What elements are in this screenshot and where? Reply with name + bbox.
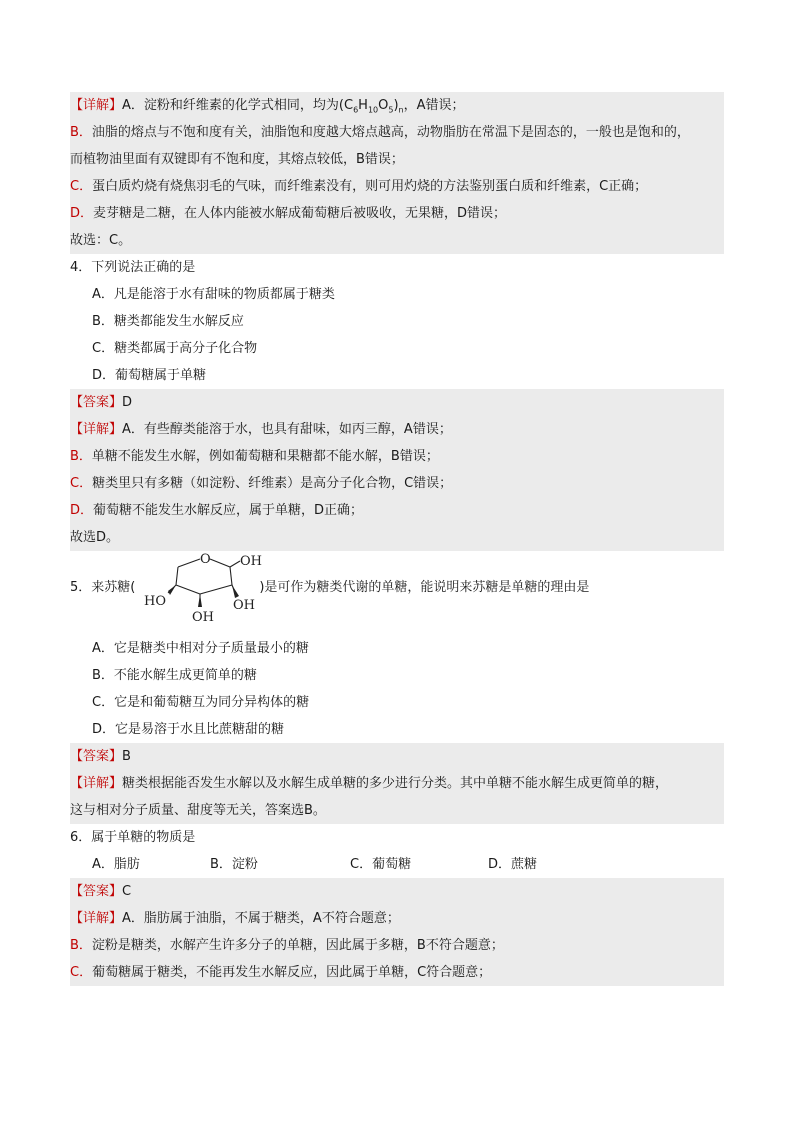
- q6-answer: 【答案】C: [70, 884, 132, 899]
- q6-detail-c: C．葡萄糖属于糖类，不能再发生水解反应，因此属于单糖，C符合题意；: [70, 965, 492, 980]
- q6-detail-a: 【详解】A．脂肪属于油脂，不属于糖类，A不符合题意；: [70, 911, 400, 926]
- q4-answer: 【答案】D: [70, 395, 133, 410]
- lyxose-structure: [142, 549, 272, 637]
- oh-bottom-label: OH: [192, 610, 214, 625]
- q5-option-b: B．不能水解生成更简单的糖: [92, 668, 257, 683]
- q3-detail-d: D．麦芽糖是二糖，在人体内能被水解成葡萄糖后被吸收，无果糖，D错误；: [70, 206, 507, 221]
- oh-top-label: OH: [240, 554, 262, 569]
- q6-option-c: C．葡萄糖: [350, 857, 412, 872]
- q4-detail-c: C．糖类里只有多糖（如淀粉、纤维素）是高分子化合物，C错误；: [70, 476, 453, 491]
- q4-detail-d: D．葡萄糖不能发生水解反应，属于单糖，D正确；: [70, 503, 364, 518]
- q4-detail-a: 【详解】A．有些醇类能溶于水，也具有甜味，如丙三醇，A错误；: [70, 422, 452, 437]
- answer-tag: 【答案】: [70, 395, 123, 410]
- q4-option-c: C．糖类都属于高分子化合物: [92, 341, 258, 356]
- q6-option-d: D．蔗糖: [488, 857, 538, 872]
- q6-stem: 6．属于单糖的物质是: [70, 830, 196, 845]
- q5-answer: 【答案】B: [70, 749, 131, 764]
- q5-detail-cont: 这与相对分子质量、甜度等无关，答案选B。: [70, 803, 326, 818]
- q5-option-c: C．它是和葡萄糖互为同分异构体的糖: [92, 695, 310, 710]
- detail-tag: 【详解】: [70, 422, 123, 437]
- q4-option-d: D．葡萄糖属于单糖: [92, 368, 207, 383]
- q6-option-a: A．脂肪: [92, 857, 140, 872]
- q3-detail-a: 【详解】A．淀粉和纤维素的化学式相同，均为$(C_6H_{10}O_5)_n$，A错误；: [70, 98, 465, 115]
- q4-detail-b: B．单糖不能发生水解，例如葡萄糖和果糖都不能水解，B错误；: [70, 449, 439, 464]
- document-body: [70, 92, 724, 986]
- q3-detail-c: C．蛋白质灼烧有烧焦羽毛的气味，而纤维素没有，则可用灼烧的方法鉴别蛋白质和纤维素，C正确；: [70, 179, 648, 194]
- ring-oxygen-label: O: [200, 552, 211, 567]
- q4-answer-block: [70, 389, 724, 551]
- q5-option-a: A．它是糖类中相对分子质量最小的糖: [92, 641, 309, 656]
- oh-right-label: OH: [233, 598, 255, 613]
- q6-detail-b: B．淀粉是糖类，水解产生许多分子的单糖，因此属于多糖，B不符合题意；: [70, 938, 504, 953]
- q4-stem: 4．下列说法正确的是: [70, 260, 196, 275]
- detail-tag: 【详解】: [70, 911, 123, 926]
- q4-conclusion: 故选D。: [70, 530, 120, 545]
- q4-option-a: A．凡是能溶于水有甜味的物质都属于糖类: [92, 287, 335, 302]
- q3-conclusion: 故选：C。: [70, 233, 132, 248]
- q3-explanation: [70, 92, 724, 254]
- q5-answer-block: [70, 743, 724, 824]
- detail-tag: 【详解】: [70, 776, 123, 791]
- q5-detail: 【详解】糖类根据能否发生水解以及水解生成单糖的多少进行分类。其中单糖不能水解生成更简单的糖，: [70, 776, 669, 791]
- answer-tag: 【答案】: [70, 884, 123, 899]
- q6-options: [70, 851, 724, 878]
- q5-stem: 5．来苏糖( )是可作为糖类代谢的单糖，能说明来苏糖是单糖的理由是 O OH HO OH OH: [70, 551, 724, 635]
- q6-answer-block: [70, 878, 724, 986]
- detail-tag: 【详解】: [70, 98, 123, 113]
- answer-tag: 【答案】: [70, 749, 123, 764]
- q6-option-b: B．淀粉: [210, 857, 258, 872]
- q4-option-b: B．糖类都能发生水解反应: [92, 314, 244, 329]
- q3-detail-b: B．油脂的熔点与不饱和度有关，油脂饱和度越大熔点越高，动物脂肪在常温下是固态的，一般也是饱和的，: [70, 125, 690, 140]
- ho-left-label: HO: [144, 594, 166, 609]
- q5-option-d: D．它是易溶于水且比蔗糖甜的糖: [92, 722, 285, 737]
- q3-detail-b-cont: 而植物油里面有双键即有不饱和度，其熔点较低，B错误；: [70, 152, 404, 167]
